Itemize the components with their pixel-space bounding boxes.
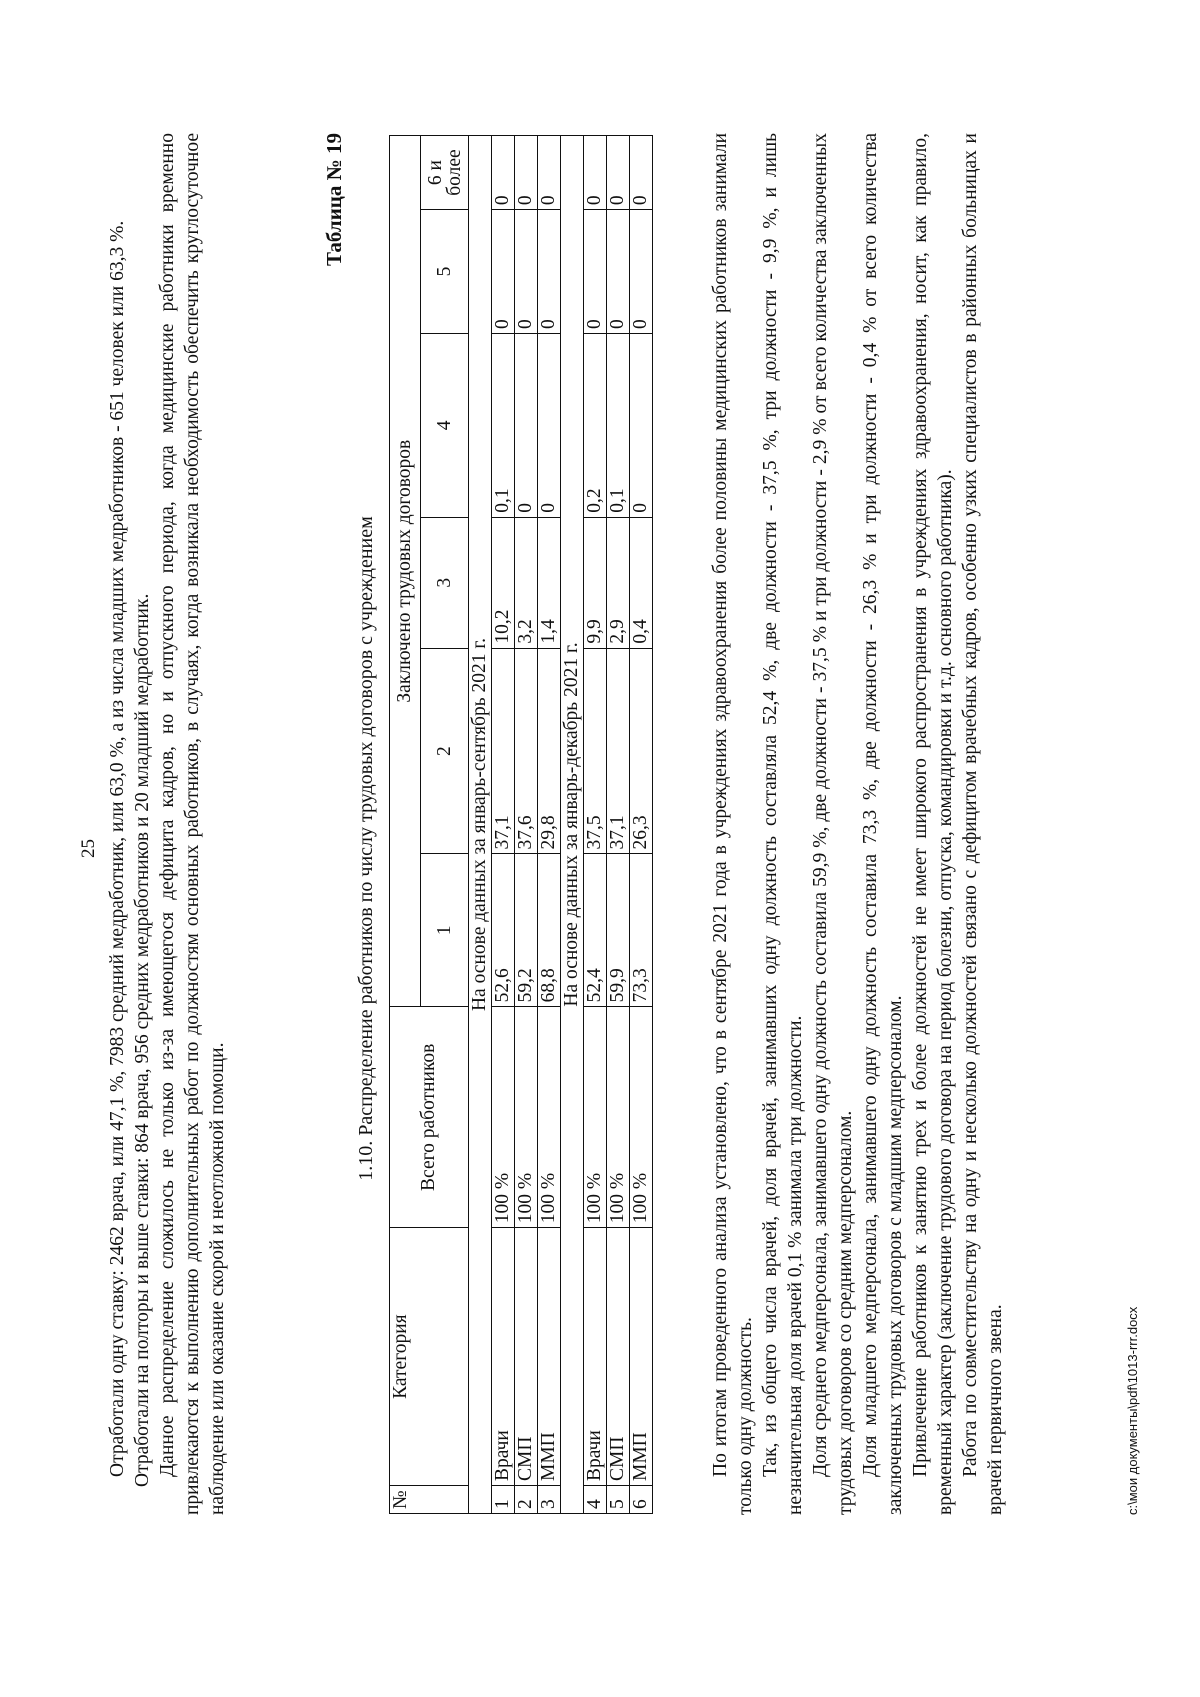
- cell: 37,6: [515, 648, 538, 854]
- cell: 3,2: [515, 517, 538, 648]
- cell: 0: [607, 136, 630, 210]
- analysis-text: [708, 133, 1008, 1515]
- cell: 0: [538, 333, 561, 517]
- row-category: ММП: [630, 1228, 653, 1486]
- page-number: 25: [78, 839, 99, 858]
- row-num: 2: [515, 1486, 538, 1514]
- paragraph: Данное распределение сложилось не только из-за имеющегося дефицита кадров, но и отпускного периода, когда медицинские работники временно привлекаются к выполнению дополнительных работ по должностям основных работников, в случаях, когда возникала необходимость обеспечить круглосуточное наблюдение или оказание скорой и неотложной помощи.: [157, 133, 228, 1515]
- cell: 37,5: [584, 648, 607, 854]
- cell: 29,8: [538, 648, 561, 854]
- table-number: Таблица № 19: [322, 133, 346, 267]
- cell: 0,1: [607, 333, 630, 517]
- cell: 0: [630, 333, 653, 517]
- row-total: 100 %: [607, 1007, 630, 1228]
- cell: 10,2: [492, 517, 515, 648]
- paragraph: Привлечение работников к занятию трех и более должностей не имеет широкого распространения в учреждениях здравоохранения, носит, как правило, временный характер (заключение трудового договора на период болезни, отпуска, командировки и т.д. основного работника).: [910, 133, 956, 1515]
- cell: 2,9: [607, 517, 630, 648]
- table-row: [630, 136, 653, 1514]
- cell: 52,6: [492, 854, 515, 1007]
- cell: 0: [584, 210, 607, 334]
- row-total: 100 %: [492, 1007, 515, 1228]
- row-total: 100 %: [584, 1007, 607, 1228]
- row-num: 1: [492, 1486, 515, 1514]
- cell: 0: [630, 210, 653, 334]
- cell: 0: [584, 136, 607, 210]
- row-total: 100 %: [630, 1007, 653, 1228]
- cell: 26,3: [630, 648, 653, 854]
- header-num: №: [390, 1486, 469, 1514]
- cell: 0: [515, 210, 538, 334]
- header-contracts-group: Заключено трудовых договоров: [390, 136, 421, 1007]
- row-category: ММП: [538, 1228, 561, 1486]
- section-title: На основе данных за январь-сентябрь 2021 г.: [469, 136, 492, 1514]
- paragraph: Доля младшего медперсонала, занимавшего одну должность составила 73,3 %, две должности - 26,3 % и три должности - 0,4 % от всего количества заключенных трудовых договоров с младшим медперсоналом.: [860, 133, 906, 1515]
- cell: 0: [607, 210, 630, 334]
- header-col-5: 5: [421, 210, 469, 334]
- table-row: [515, 136, 538, 1514]
- cell: 0: [538, 136, 561, 210]
- row-category: Врачи: [492, 1228, 515, 1486]
- header-category: Категория: [390, 1228, 469, 1486]
- table-row: [607, 136, 630, 1514]
- header-col-1: 1: [421, 854, 469, 1007]
- header-col-3: 3: [421, 517, 469, 648]
- cell: 0,1: [492, 333, 515, 517]
- row-num: 6: [630, 1486, 653, 1514]
- cell: 59,9: [607, 854, 630, 1007]
- header-col-4: 4: [421, 333, 469, 517]
- cell: 59,2: [515, 854, 538, 1007]
- cell: 0: [515, 136, 538, 210]
- cell: 0: [515, 333, 538, 517]
- cell: 0: [630, 136, 653, 210]
- cell: 52,4: [584, 854, 607, 1007]
- row-num: 4: [584, 1486, 607, 1514]
- table-row: [584, 136, 607, 1514]
- row-category: СМП: [607, 1228, 630, 1486]
- cell: 37,1: [607, 648, 630, 854]
- header-col-2: 2: [421, 648, 469, 854]
- cell: 9,9: [584, 517, 607, 648]
- cell: 0,4: [630, 517, 653, 648]
- cell: 73,3: [630, 854, 653, 1007]
- row-total: 100 %: [515, 1007, 538, 1228]
- cell: 37,1: [492, 648, 515, 854]
- paragraph: Так, из общего числа врачей, доля врачей, занимавших одну должность составляла 52,4 %, две должности - 37,5 %, три должности - 9,9 %, и лишь незначительная доля врачей 0,1 % занимала три должности.: [760, 133, 806, 1515]
- cell: 0: [492, 210, 515, 334]
- paragraph: Отработали одну ставку: 2462 врача, или 47,1 %, 7983 средний медработник, или 63,0 %, а из числа младших медработников - 651 человек или 63,3 %.: [107, 220, 128, 1477]
- section-title: На основе данных за январь-декабрь 2021 г.: [561, 136, 584, 1514]
- paragraph: По итогам проведенного анализа установлено, что в сентябре 2021 года в учреждениях здравоохранения более половины медицинских работников занимали только одну должность.: [710, 133, 756, 1515]
- cell: 1,4: [538, 517, 561, 648]
- paragraph: Работа по совместительству на одну и несколько должностей связано с дефицитом врачебных кадров, особенно узких специалистов в районных больницах и врачей первичного звена.: [960, 133, 1006, 1515]
- paragraph: Отработали на полторы и выше ставки: 864 врача, 956 средних медработников и 20 младший медработник.: [132, 593, 153, 1487]
- row-num: 5: [607, 1486, 630, 1514]
- paragraph: Доля среднего медперсонала, занимавшего одну должность составила 59,9 %, две должности - 37,5 % и три должности - 2,9 % от всего количества заключенных трудовых договоров со средним медперсоналом.: [810, 133, 856, 1515]
- row-category: Врачи: [584, 1228, 607, 1486]
- table-row: [492, 136, 515, 1514]
- cell: 0,2: [584, 333, 607, 517]
- row-num: 3: [538, 1486, 561, 1514]
- cell: 68,8: [538, 854, 561, 1007]
- cell: 0: [538, 210, 561, 334]
- row-total: 100 %: [538, 1007, 561, 1228]
- intro-text: [105, 133, 230, 1515]
- table-row: [538, 136, 561, 1514]
- footer-file-path: c:\мои документы\pdf\1013-rrr.docx: [1125, 1306, 1140, 1515]
- header-total: Всего работников: [390, 1007, 469, 1228]
- cell: 0: [492, 136, 515, 210]
- header-col-6: 6 и более: [421, 136, 469, 210]
- contracts-table: [389, 135, 653, 1514]
- table-title: 1.10. Распределение работников по числу трудовых договоров с учреждением: [355, 516, 377, 1181]
- row-category: СМП: [515, 1228, 538, 1486]
